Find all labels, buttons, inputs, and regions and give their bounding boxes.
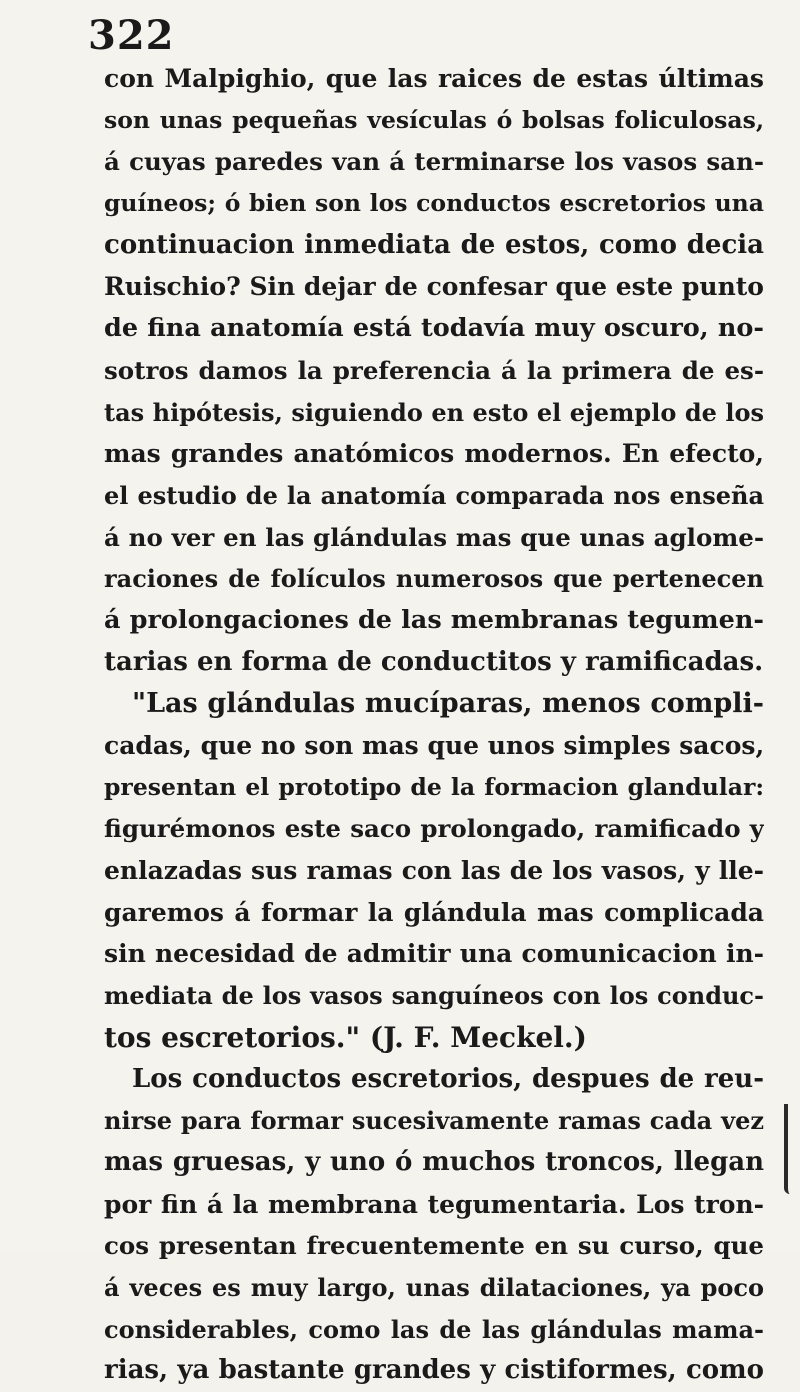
text-line: con Malpighio, que las raices de estas últimas [104, 64, 764, 93]
text-line: sin necesidad de admitir una comunicacion in- [104, 939, 764, 969]
text-line: continuacion inmediata de estos, como decia [104, 229, 764, 260]
text-line: tas hipótesis, siguiendo en esto el ejemplo de los [104, 397, 764, 427]
text-line: mas grandes anatómicos modernos. En efecto, [104, 439, 764, 469]
text-line: Ruischio? Sin dejar de confesar que este punto [104, 272, 764, 302]
text-line: á no ver en las glándulas mas que unas aglome- [104, 522, 764, 552]
page-edge-mark [784, 1104, 798, 1194]
text-line: raciones de folículos numerosos que pertenecen [104, 564, 764, 594]
text-line: guíneos; ó bien son los conductos escretorios una [104, 189, 764, 218]
text-line: á veces es muy largo, unas dilataciones, ya poco [104, 1272, 764, 1302]
text-line: presentan el prototipo de la formacion glandular: [104, 772, 764, 801]
text-line: tarias en forma de conductitos y ramificadas. [104, 646, 764, 677]
text-line: nirse para formar sucesivamente ramas cada vez [104, 1106, 764, 1136]
text-line: mas gruesas, y uno ó muchos troncos, llegan [104, 1146, 764, 1177]
text-line: cos presentan frecuentemente en su curso, que [104, 1231, 764, 1261]
text-line: figurémonos este saco prolongado, ramificado y [104, 814, 764, 844]
quote-start-line: "Las glándulas mucíparas, menos compli- [132, 688, 764, 720]
text-line: cadas, que no son mas que unos simples sacos, [104, 731, 764, 760]
text-line: mediata de los vasos sanguíneos con los conduc- [104, 981, 764, 1011]
text-line: considerables, como las de las glándulas mama- [104, 1314, 764, 1344]
page-number: 322 [88, 12, 175, 59]
text-line: el estudio de la anatomía comparada nos enseña [104, 480, 764, 510]
text-line: por fin á la membrana tegumentaria. Los tron- [104, 1189, 764, 1219]
text-line: de fina anatomía está todavía muy oscuro, no- [104, 313, 764, 344]
paragraph-start-line: Los conductos escretorios, despues de reu- [132, 1063, 764, 1094]
text-line: á cuyas paredes van á terminarse los vasos san- [104, 147, 764, 177]
text-line: son unas pequeñas vesículas ó bolsas foliculosas, [104, 105, 764, 134]
text-line: rias, ya bastante grandes y cistiformes, como [104, 1355, 764, 1386]
quote-citation-line: tos escretorios." (J. F. Meckel.) [104, 1020, 587, 1054]
text-line: garemos á formar la glándula mas complicada [104, 897, 764, 927]
text-line: enlazadas sus ramas con las de los vasos, y lle- [104, 856, 764, 886]
body-text [104, 58, 764, 1392]
text-line: sotros damos la preferencia á la primera de es- [104, 355, 764, 385]
text-line: á prolongaciones de las membranas tegumen- [104, 604, 764, 635]
